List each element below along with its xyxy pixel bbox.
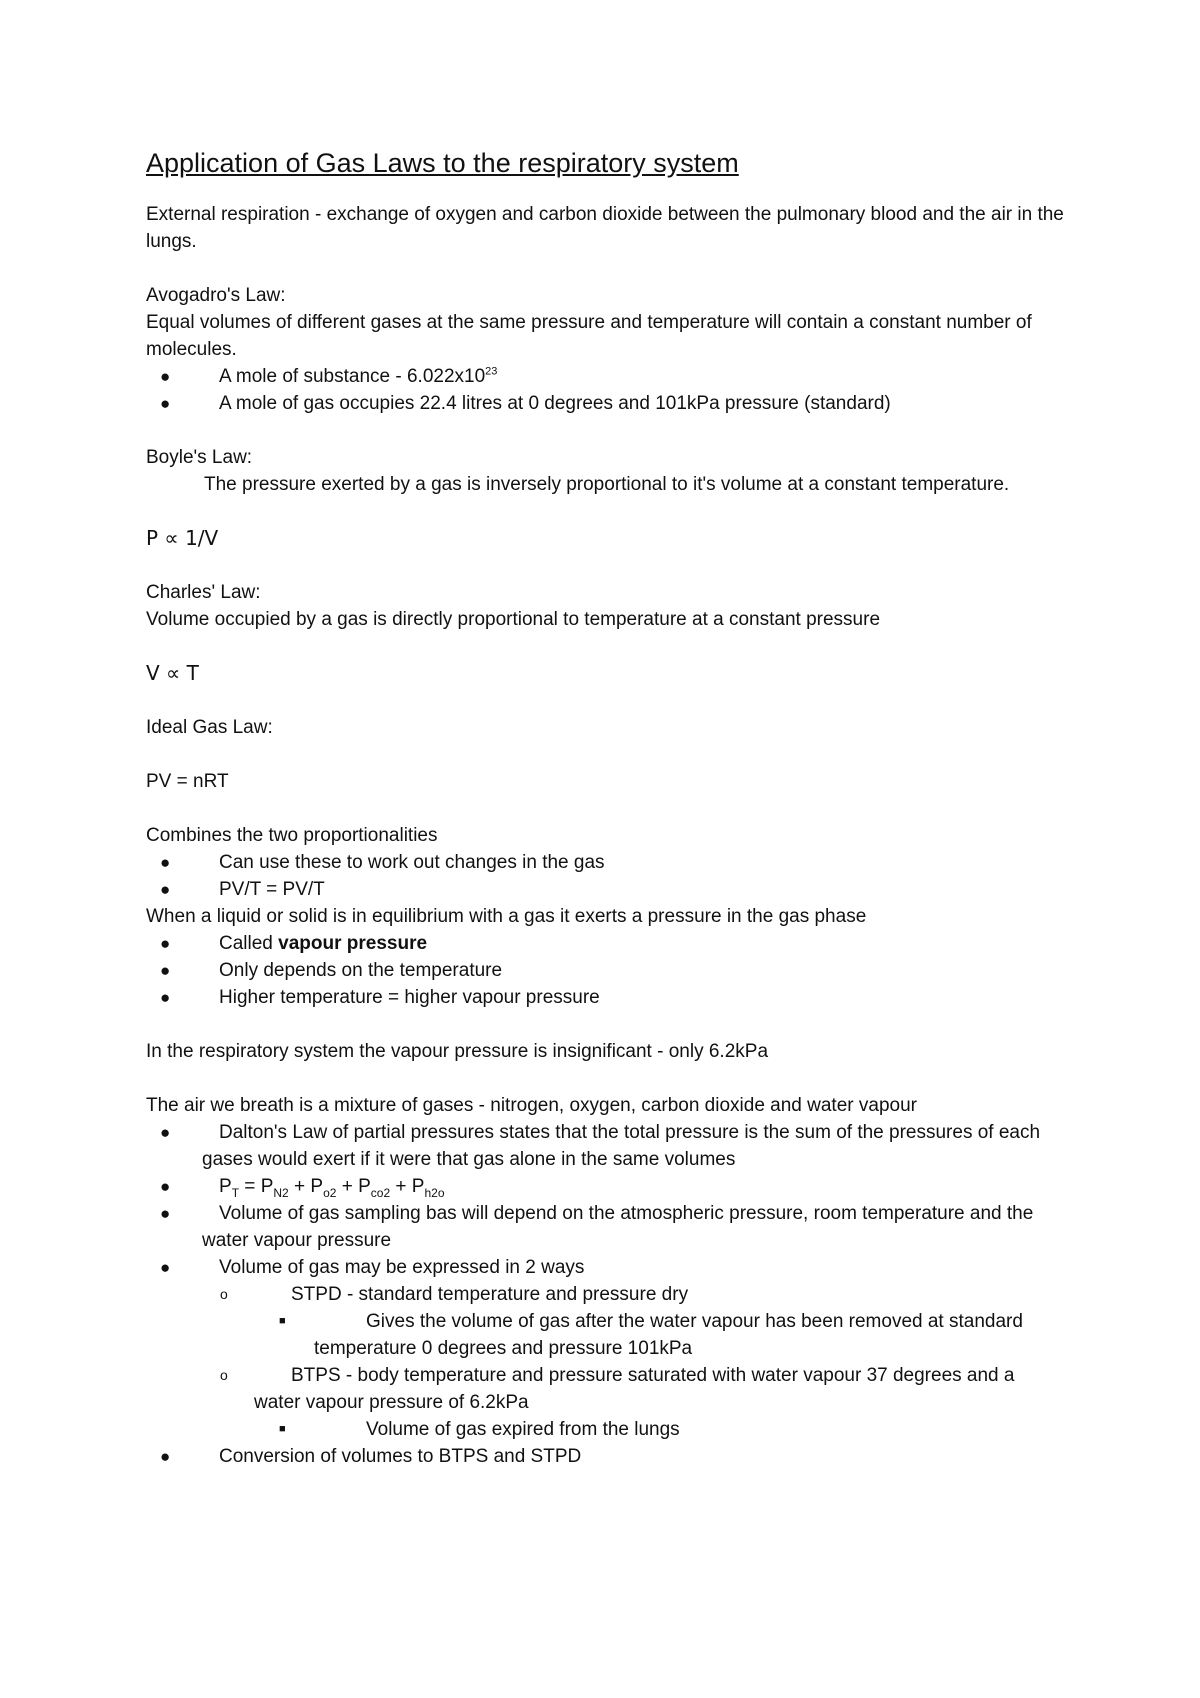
- ideal-formula: PV = nRT: [146, 771, 229, 792]
- bullet-icon: ●: [160, 880, 171, 899]
- charles-definition: Volume occupied by a gas is directly proportional to temperature at a constant pressure: [146, 609, 881, 630]
- charles-heading: Charles' Law:: [146, 582, 261, 603]
- avogadro-list: [146, 363, 1066, 417]
- list-item: ● Can use these to work out changes in the gas: [146, 849, 1066, 876]
- list-item: o BTPS - body temperature and pressure saturated with water vapour 37 degrees and a water vapour pressure of 6.2kPa: [146, 1362, 1066, 1416]
- list-item: ● Volume of gas may be expressed in 2 ways: [146, 1254, 1066, 1281]
- list-item: ■ Gives the volume of gas after the water vapour has been removed at standard temperature 0 degrees and pressure 101kPa: [146, 1308, 1066, 1362]
- ideal-list: [146, 849, 1066, 903]
- bullet-icon: ●: [160, 1204, 171, 1223]
- mixture-list: [146, 1119, 1066, 1470]
- circle-bullet-icon: o: [220, 1367, 228, 1383]
- list-item: ● Called vapour pressure: [146, 930, 1066, 957]
- boyle-formula: P ∝ 1/V: [146, 526, 219, 550]
- boyle-heading: Boyle's Law:: [146, 447, 253, 468]
- exponent: 23: [485, 365, 498, 378]
- square-bullet-icon: ■: [279, 1423, 286, 1435]
- list-item: ● A mole of substance - $6.022x10^{23}$: [146, 363, 1066, 390]
- list-item: ● A mole of gas occupies 22.4 litres at 0 degrees and 101kPa pressure (standard): [146, 390, 1066, 417]
- bullet-icon: ●: [160, 934, 171, 953]
- list-item: ● Only depends on the temperature: [146, 957, 1066, 984]
- circle-bullet-icon: o: [220, 1286, 228, 1302]
- mixture-intro: The air we breath is a mixture of gases - nitrogen, oxygen, carbon dioxide and water vapour: [146, 1095, 917, 1116]
- list-item: ● Higher temperature = higher vapour pressure: [146, 984, 1066, 1011]
- list-item: ● Dalton's Law of partial pressures states that the total pressure is the sum of the pressures of each gases would exert if it were that gas alone in the same volumes: [146, 1119, 1066, 1173]
- bullet-icon: ●: [160, 853, 171, 872]
- list-item: [146, 1173, 1066, 1200]
- charles-formula: V ∝ T: [146, 661, 199, 685]
- boyle-definition: The pressure exerted by a gas is inversely proportional to it's volume at a constant temperature.: [204, 474, 1010, 495]
- bullet-icon: ●: [160, 367, 171, 386]
- vapour-intro: When a liquid or solid is in equilibrium with a gas it exerts a pressure in the gas phase: [146, 906, 867, 927]
- document-body: [146, 145, 1066, 1470]
- partial-pressure-equation: $P_T = P_{N2} + P_{o2} + P_{co2} + P_{h2o}$: [219, 1176, 445, 1200]
- bullet-icon: ●: [160, 961, 171, 980]
- list-item: o STPD - standard temperature and pressure dry: [146, 1281, 1066, 1308]
- bullet-icon: ●: [160, 1177, 171, 1196]
- respiratory-vapour-text: In the respiratory system the vapour pressure is insignificant - only 6.2kPa: [146, 1041, 769, 1062]
- bullet-icon: ●: [160, 988, 171, 1007]
- ideal-heading: Ideal Gas Law:: [146, 717, 273, 738]
- bullet-icon: ●: [160, 394, 171, 413]
- bullet-icon: ●: [160, 1123, 171, 1142]
- list-item: ● Conversion of volumes to BTPS and STPD: [146, 1443, 1066, 1470]
- external-respiration-text: External respiration - exchange of oxygen and carbon dioxide between the pulmonary blood and the air in the lungs.: [146, 204, 1064, 252]
- avogadro-heading: Avogadro's Law:: [146, 285, 286, 306]
- page-title: Application of Gas Laws to the respiratory system: [146, 148, 739, 178]
- list-item: ● PV/T = PV/T: [146, 876, 1066, 903]
- vapour-list: [146, 930, 1066, 1011]
- square-bullet-icon: ■: [279, 1315, 286, 1327]
- list-item: ● Volume of gas sampling bas will depend on the atmospheric pressure, room temperature and the water vapour pressure: [146, 1200, 1066, 1254]
- bullet-icon: ●: [160, 1447, 171, 1466]
- avogadro-definition: Equal volumes of different gases at the same pressure and temperature will contain a constant number of molecules.: [146, 312, 1032, 360]
- combines-text: Combines the two proportionalities: [146, 825, 438, 846]
- bullet-icon: ●: [160, 1258, 171, 1277]
- list-item: ■ Volume of gas expired from the lungs: [146, 1416, 1066, 1443]
